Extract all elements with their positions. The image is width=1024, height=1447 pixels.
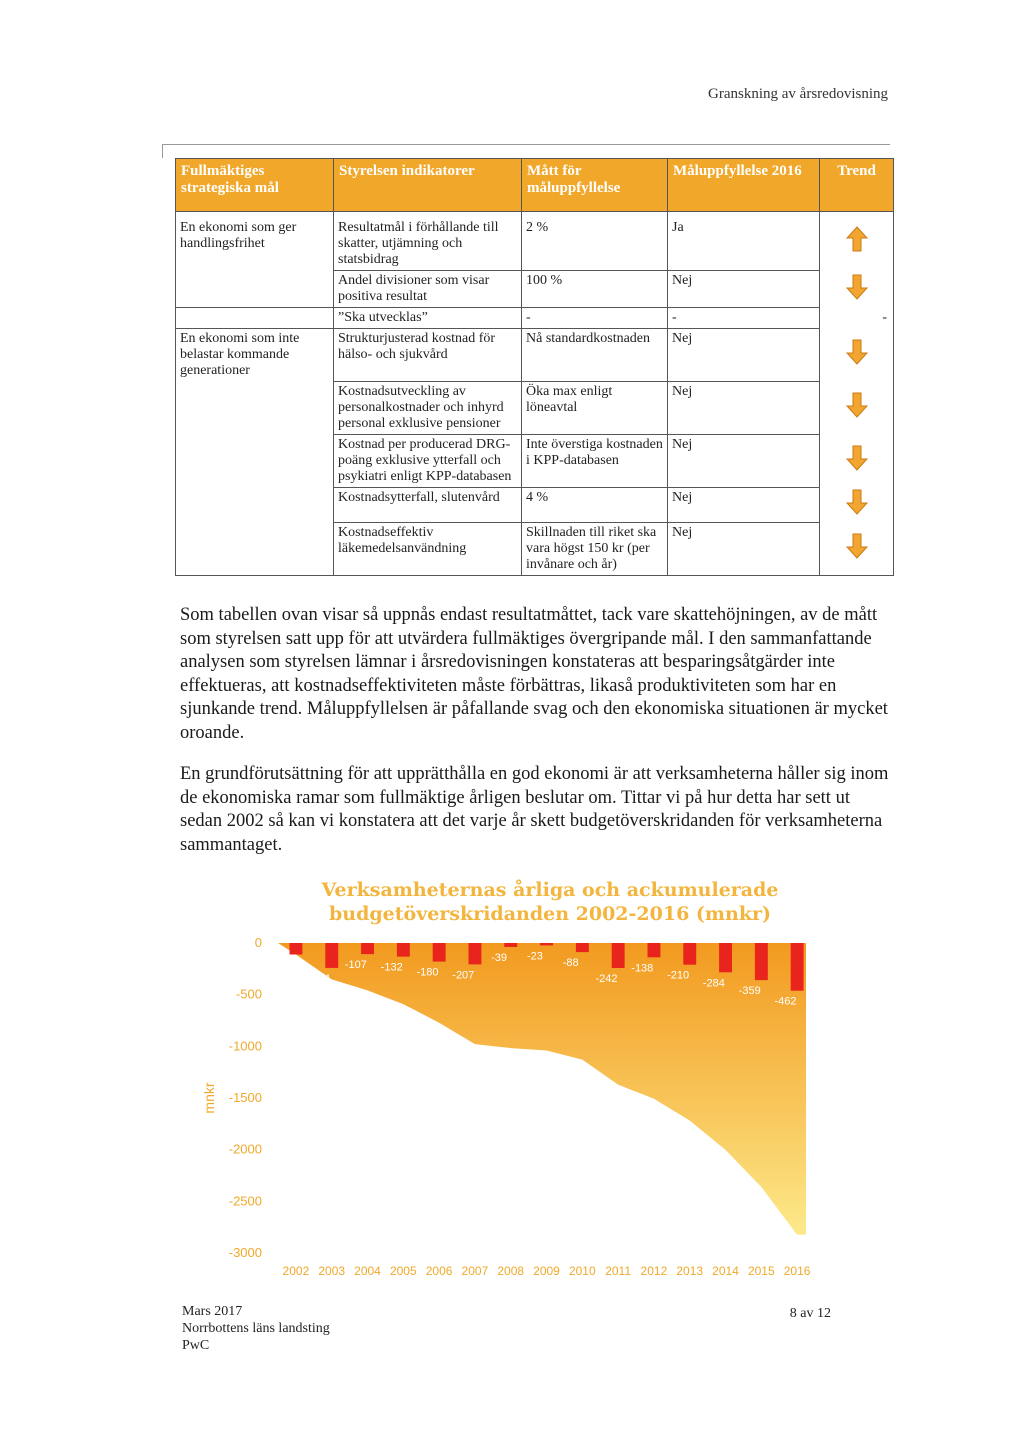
x-tick-label: 2004 xyxy=(354,1264,381,1278)
annual-bar xyxy=(540,943,553,945)
header-rule xyxy=(162,144,890,145)
bar-data-label: -138 xyxy=(631,962,654,975)
y-tick-label: -1500 xyxy=(228,1090,262,1105)
annual-bar xyxy=(576,943,589,952)
annual-bar xyxy=(290,943,303,955)
y-tick-label: -2500 xyxy=(228,1193,262,1209)
trend-cell xyxy=(820,522,894,575)
trend-cell xyxy=(820,487,894,522)
trend-cell xyxy=(820,329,894,382)
y-tick-label: -1000 xyxy=(228,1038,262,1054)
header-trend: Trend xyxy=(820,159,894,212)
goal-cell-empty xyxy=(176,381,334,434)
measure-cell: Inte överstiga kostnaden i KPP-databasen xyxy=(522,434,668,487)
measure-cell: 4 % xyxy=(522,487,668,522)
trend-cell xyxy=(820,212,894,271)
x-tick-label: 2015 xyxy=(747,1264,775,1278)
x-tick-label: 2008 xyxy=(497,1264,525,1278)
bar-data-label: -88 xyxy=(562,957,579,970)
page-header-title: Granskning av årsredovisning xyxy=(708,86,888,102)
header-indicator: Styrelsen indikatorer xyxy=(334,159,522,212)
x-tick-label: 2014 xyxy=(712,1264,739,1278)
indicator-table xyxy=(175,158,894,576)
bar-data-label: -132 xyxy=(380,961,403,974)
bar-data-label: -210 xyxy=(667,969,690,982)
trend-down-icon xyxy=(846,274,868,300)
table-row xyxy=(176,212,894,271)
bar-data-label: -359 xyxy=(738,985,761,998)
footer-org: Norrbottens läns landsting xyxy=(182,1321,330,1336)
budget-overrun-chart xyxy=(190,925,830,1285)
x-tick-label: 2011 xyxy=(605,1264,632,1278)
indicator-cell: ”Ska utvecklas” xyxy=(334,308,522,329)
table-row xyxy=(176,308,894,329)
annual-bar xyxy=(612,943,625,968)
trend-down-icon xyxy=(846,339,868,365)
body-paragraph-2: En grundförutsättning för att upprätthålla en god ekonomi är att verksamheterna håller sig inom de ekonomiska ramar som fullmäktige årligen beslutar om. Tittar vi på hur detta har sett ut sedan 2002 så kan vi konstatera att det varje år skett budgetöverskridanden för verksamheterna sammantaget. xyxy=(180,764,889,855)
y-tick-label: -500 xyxy=(235,986,262,1002)
table-header-row xyxy=(176,159,894,212)
measure-cell: Nå standardkostnaden xyxy=(522,329,668,382)
x-tick-label: 2007 xyxy=(461,1264,489,1278)
x-tick-label: 2012 xyxy=(640,1264,668,1278)
indicator-cell: Kostnadseffektiv läkemedelsanvändning xyxy=(334,522,522,575)
trend-down-icon xyxy=(846,489,868,515)
annual-bar xyxy=(361,943,374,954)
bar-data-label: -241 xyxy=(309,972,332,985)
bar-data-label: -107 xyxy=(344,959,367,972)
measure-cell: Skillnaden till riket ska vara högst 150 kr (per invånare och år) xyxy=(522,522,668,575)
cumulative-area xyxy=(278,943,806,1235)
bar-data-label: -207 xyxy=(452,969,475,982)
goal-cell-empty xyxy=(176,271,334,308)
y-tick-label: 0 xyxy=(254,935,262,950)
fulfilled-cell: Nej xyxy=(668,487,820,522)
annual-bar xyxy=(719,943,732,972)
indicator-cell: Andel divisioner som visar positiva resultat xyxy=(334,271,522,308)
goal-cell-empty xyxy=(176,487,334,522)
fulfilled-cell: Nej xyxy=(668,434,820,487)
measure-cell: 100 % xyxy=(522,271,668,308)
annual-bar xyxy=(469,943,482,964)
header-goal: Fullmäktiges strategiska mål xyxy=(176,159,334,212)
bar-data-label: -111 xyxy=(274,959,295,972)
trend-dash: - xyxy=(882,310,887,325)
measure-cell: Öka max enligt löneavtal xyxy=(522,381,668,434)
y-tick-label: -2000 xyxy=(228,1141,262,1157)
indicator-cell: Strukturjusterad kostnad för hälso- och sjukvård xyxy=(334,329,522,382)
annual-bar xyxy=(325,943,338,968)
annual-bar xyxy=(791,943,804,991)
header-rule-tick xyxy=(162,144,163,158)
trend-down-icon xyxy=(846,392,868,418)
footer-date: Mars 2017 xyxy=(182,1304,243,1319)
x-tick-label: 2003 xyxy=(318,1264,346,1278)
bar-data-label: -180 xyxy=(416,966,439,979)
header-fulfilled: Måluppfyllelse 2016 xyxy=(668,159,820,212)
goal-cell-empty xyxy=(176,522,334,575)
table-row xyxy=(176,381,894,434)
trend-down-icon xyxy=(846,445,868,471)
body-paragraph-1: Som tabellen ovan visar så uppnås endast resultatmåttet, tack vare skattehöjningen, av de mått som styrelsen satt upp för att utvärdera fullmäktiges övergripande mål. I den sammanfattande analysen som styrelsen lämnar i årsredovisningen konstateras att besparingsåtgärder inte effektueras, att kostnadseffektiviteten måste förbättras, likaså produktiviteten som har en sjunkande trend. Måluppfyllelsen är påfallande svag och den ekonomiska situationen är mycket oroande. xyxy=(180,605,888,743)
indicator-cell: Kostnadsutveckling av personalkostnader och inhyrd personal exklusive pensioner xyxy=(334,381,522,434)
goal-cell: En ekonomi som ger handlingsfrihet xyxy=(176,212,334,271)
chart-title: Verksamheternas årliga och ackumulerade budgetöverskridanden 2002-2016 (mnkr) xyxy=(321,879,779,925)
measure-cell: 2 % xyxy=(522,212,668,271)
y-axis-label: mnkr xyxy=(201,1082,217,1114)
indicator-cell: Kostnad per producerad DRG-poäng exklusive ytterfall och psykiatri enligt KPP-databasen xyxy=(334,434,522,487)
table-row xyxy=(176,522,894,575)
fulfilled-cell: Nej xyxy=(668,381,820,434)
bar-data-label: -284 xyxy=(702,977,725,990)
trend-cell xyxy=(820,308,894,329)
footer-page-number: 8 av 12 xyxy=(789,1306,831,1321)
fulfilled-cell: - xyxy=(668,308,820,329)
annual-bar xyxy=(683,943,696,965)
table-row xyxy=(176,271,894,308)
annual-bar xyxy=(755,943,768,980)
measure-cell: - xyxy=(522,308,668,329)
trend-cell xyxy=(820,434,894,487)
trend-down-icon xyxy=(846,533,868,559)
footer-firm: PwC xyxy=(182,1338,210,1353)
fulfilled-cell: Nej xyxy=(668,271,820,308)
goal-cell: En ekonomi som inte belastar kommande generationer xyxy=(176,329,334,382)
goal-cell-empty xyxy=(176,308,334,329)
indicator-cell: Resultatmål i förhållande till skatter, utjämning och statsbidrag xyxy=(334,212,522,271)
header-measure: Mått för måluppfyllelse xyxy=(522,159,668,212)
x-tick-label: 2016 xyxy=(783,1264,811,1278)
bar-data-label: -23 xyxy=(526,950,543,963)
table-row xyxy=(176,434,894,487)
fulfilled-cell: Nej xyxy=(668,522,820,575)
annual-bar xyxy=(433,943,446,962)
x-tick-label: 2006 xyxy=(425,1264,453,1278)
x-tick-label: 2005 xyxy=(389,1264,417,1278)
annual-bar xyxy=(504,943,517,947)
annual-bar xyxy=(648,943,661,957)
footer-left xyxy=(182,1303,330,1354)
bar-data-label: -242 xyxy=(595,973,618,985)
fulfilled-cell: Ja xyxy=(668,212,820,271)
fulfilled-cell: Nej xyxy=(668,329,820,382)
table-row xyxy=(176,487,894,522)
x-tick-label: 2002 xyxy=(282,1264,310,1278)
x-tick-label: 2009 xyxy=(533,1264,560,1278)
y-tick-label: -3000 xyxy=(228,1245,262,1260)
trend-cell xyxy=(820,381,894,434)
x-tick-label: 2010 xyxy=(568,1264,596,1278)
table-row xyxy=(176,329,894,382)
trend-cell xyxy=(820,271,894,308)
bar-data-label: -39 xyxy=(491,952,508,964)
goal-cell-empty xyxy=(176,434,334,487)
trend-up-icon xyxy=(846,226,868,252)
bar-data-label: -462 xyxy=(774,995,797,1008)
indicator-cell: Kostnadsytterfall, slutenvård xyxy=(334,487,522,522)
x-tick-label: 2013 xyxy=(676,1264,704,1278)
annual-bar xyxy=(397,943,410,957)
